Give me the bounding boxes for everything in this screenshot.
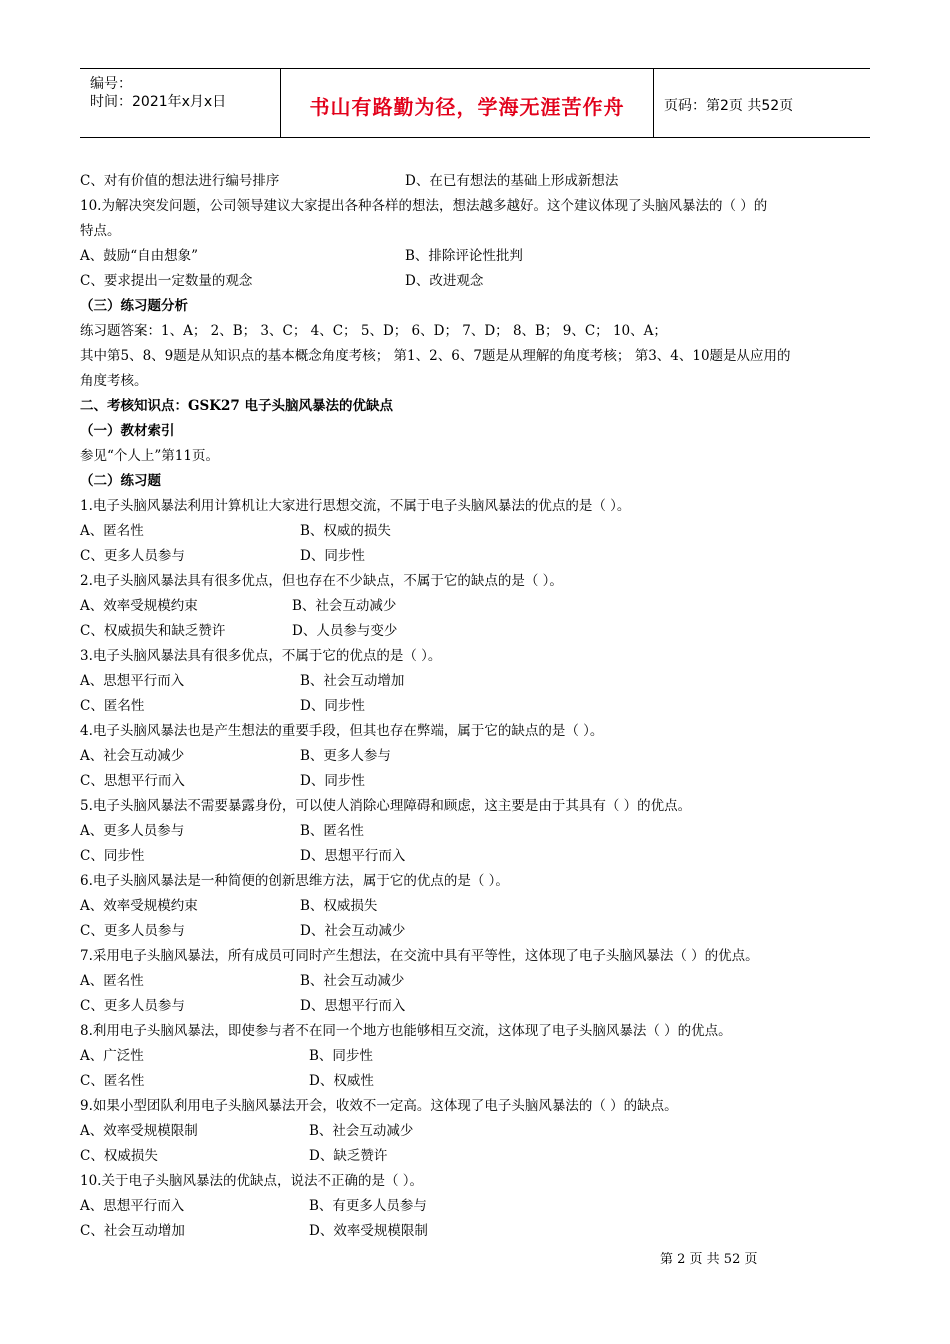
- option-left: A、效率受规模约束: [80, 898, 198, 914]
- option-right: B、更多人参与: [300, 748, 391, 764]
- text-line: 角度考核。: [80, 373, 148, 389]
- option-left: A、思想平行而入: [80, 1198, 185, 1214]
- text-line: 10.为解决突发问题，公司领导建议大家提出各种各样的想法，想法越多越好。这个建议体现了头脑风暴法的（ ）的: [80, 198, 768, 214]
- option-right: D、改进观念: [405, 273, 484, 289]
- option-right: B、同步性: [309, 1048, 373, 1064]
- option-left: C、对有价值的想法进行编号排序: [80, 173, 280, 189]
- option-left: C、更多人员参与: [80, 998, 185, 1014]
- section-heading: （三）练习题分析: [80, 298, 188, 314]
- section-heading: （一）教材索引: [80, 423, 175, 439]
- option-right: D、在已有想法的基础上形成新想法: [405, 173, 619, 189]
- page-footer: 第 2 页 共 52 页: [660, 1252, 758, 1267]
- option-right: B、有更多人员参与: [309, 1198, 427, 1214]
- text-line: 9.如果小型团队利用电子头脑风暴法开会，收效不一定高。这体现了电子头脑风暴法的（ ）的缺点。: [80, 1098, 678, 1114]
- number-label: 编号：: [90, 76, 132, 92]
- text-line: 2.电子头脑风暴法具有很多优点，但也存在不少缺点，不属于它的缺点的是（ ）。: [80, 573, 563, 589]
- text-line: 参见“个人上”第11页。: [80, 448, 219, 464]
- option-left: A、更多人员参与: [80, 823, 185, 839]
- option-left: A、匿名性: [80, 523, 144, 539]
- text-line: 6.电子头脑风暴法是一种简便的创新思维方法，属于它的优点的是（ ）。: [80, 873, 509, 889]
- text-line: 7.采用电子头脑风暴法，所有成员可同时产生想法，在交流中具有平等性，这体现了电子头脑风暴法（ ）的优点。: [80, 948, 759, 964]
- option-left: C、同步性: [80, 848, 145, 864]
- text-line: 特点。: [80, 223, 121, 239]
- option-left: A、效率受规模约束: [80, 598, 198, 614]
- header-meta-cell: [80, 69, 281, 137]
- date-line: 时间：2021年x月x日: [90, 94, 227, 110]
- text-line: 8.利用电子头脑风暴法，即使参与者不在同一个地方也能够相互交流，这体现了电子头脑风暴法（ ）的优点。: [80, 1023, 732, 1039]
- option-right: D、人员参与变少: [292, 623, 398, 639]
- text-line: 3.电子头脑风暴法具有很多优点，不属于它的优点的是（ ）。: [80, 648, 442, 664]
- option-right: D、同步性: [300, 698, 365, 714]
- option-left: C、更多人员参与: [80, 923, 185, 939]
- header-motto-cell: [281, 69, 654, 137]
- header-page-cell: [654, 69, 870, 137]
- option-left: C、社会互动增加: [80, 1223, 185, 1239]
- page-header: [80, 68, 870, 138]
- option-right: D、权威性: [309, 1073, 374, 1089]
- option-left: A、社会互动减少: [80, 748, 185, 764]
- option-left: A、鼓励“自由想象”: [80, 248, 199, 264]
- text-line: 其中第5、8、9题是从知识点的基本概念角度考核； 第1、2、6、7题是从理解的角度考核； 第3、4、10题是从应用的: [80, 348, 791, 364]
- text-line: 4.电子头脑风暴法也是产生想法的重要手段，但其也存在弊端，属于它的缺点的是（ ）。: [80, 723, 604, 739]
- section-heading: 二、考核知识点：GSK27 电子头脑风暴法的优缺点: [80, 398, 393, 414]
- option-right: B、社会互动减少: [300, 973, 405, 989]
- option-left: C、匿名性: [80, 698, 145, 714]
- page-info: 页码：第2页 共52页: [664, 98, 794, 114]
- option-right: D、缺乏赞许: [309, 1148, 388, 1164]
- text-line: 练习题答案：1、A； 2、B； 3、C； 4、C； 5、D； 6、D； 7、D； 8、B； 9、C； 10、A；: [80, 323, 667, 339]
- option-left: A、效率受规模限制: [80, 1123, 198, 1139]
- option-left: A、思想平行而入: [80, 673, 185, 689]
- option-right: B、社会互动减少: [292, 598, 397, 614]
- option-left: C、要求提出一定数量的观念: [80, 273, 253, 289]
- option-right: D、同步性: [300, 548, 365, 564]
- section-heading: （二）练习题: [80, 473, 161, 489]
- option-left: C、更多人员参与: [80, 548, 185, 564]
- text-line: 10.关于电子头脑风暴法的优缺点，说法不正确的是（ ）。: [80, 1173, 424, 1189]
- option-left: C、思想平行而入: [80, 773, 185, 789]
- option-right: D、效率受规模限制: [309, 1223, 428, 1239]
- option-left: A、广泛性: [80, 1048, 144, 1064]
- option-left: C、权威损失: [80, 1148, 158, 1164]
- option-right: B、社会互动增加: [300, 673, 405, 689]
- option-right: B、权威损失: [300, 898, 378, 914]
- option-right: D、思想平行而入: [300, 848, 406, 864]
- option-right: B、社会互动减少: [309, 1123, 414, 1139]
- option-left: C、权威损失和缺乏赞许: [80, 623, 226, 639]
- text-line: 1.电子头脑风暴法利用计算机让大家进行思想交流，不属于电子头脑风暴法的优点的是（ ）。: [80, 498, 631, 514]
- option-left: C、匿名性: [80, 1073, 145, 1089]
- motto: 书山有路勤为径，学海无涯苦作舟: [309, 95, 625, 119]
- option-left: A、匿名性: [80, 973, 144, 989]
- text-line: 5.电子头脑风暴法不需要暴露身份，可以使人消除心理障碍和顾虑，这主要是由于其具有（ ）的优点。: [80, 798, 692, 814]
- option-right: B、排除评论性批判: [405, 248, 523, 264]
- option-right: D、同步性: [300, 773, 365, 789]
- option-right: B、匿名性: [300, 823, 364, 839]
- option-right: D、社会互动减少: [300, 923, 406, 939]
- option-right: B、权威的损失: [300, 523, 391, 539]
- option-right: D、思想平行而入: [300, 998, 406, 1014]
